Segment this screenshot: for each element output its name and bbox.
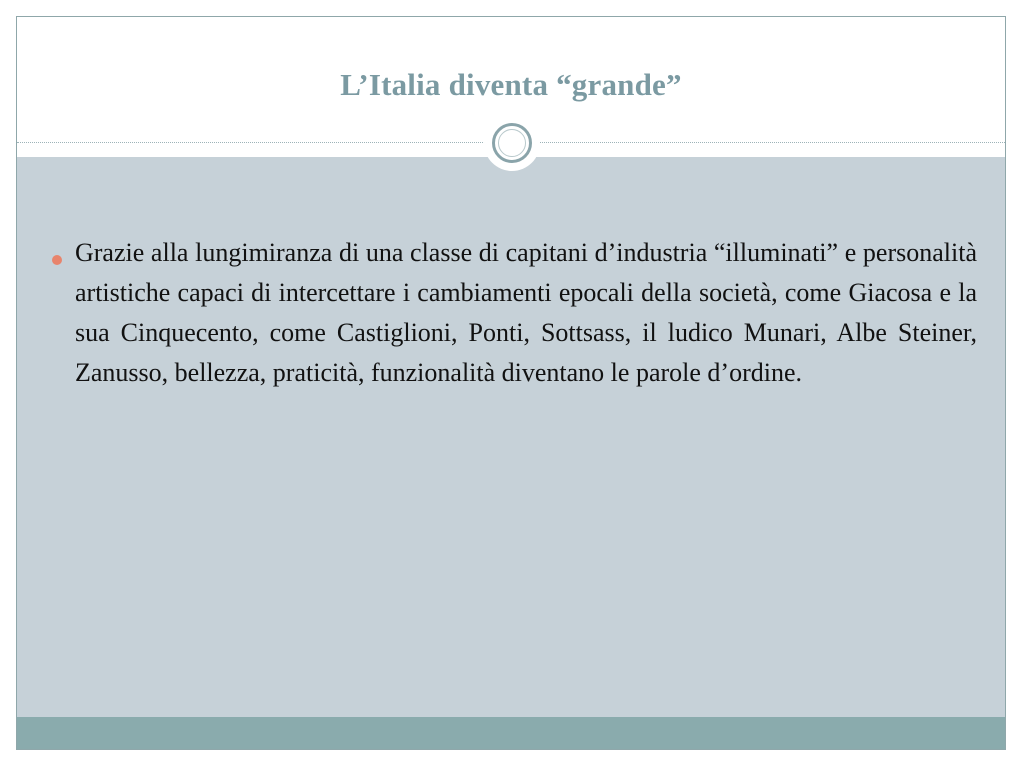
circle-ornament-icon: [484, 115, 540, 171]
bullet-icon: [52, 255, 62, 265]
ornament-ring: [492, 123, 532, 163]
ornament-ring-inner: [498, 129, 526, 157]
slide: [16, 16, 1006, 750]
bullet-text: Grazie alla lungimiranza di una classe di capitani d’industria “illuminati” e personalità artistiche capaci di intercettare i cambiamenti epocali della società, come Giacosa e la sua Cinquecento, come Castiglioni, Ponti, Sottsass, il ludico Munari, Albe Steiner, Zanusso, bellezza, praticità, funzionalità diventano le parole d’ordine.: [75, 238, 977, 387]
slide-title: L’Italia diventa “grande”: [340, 67, 682, 102]
footer-bar: [17, 717, 1005, 750]
